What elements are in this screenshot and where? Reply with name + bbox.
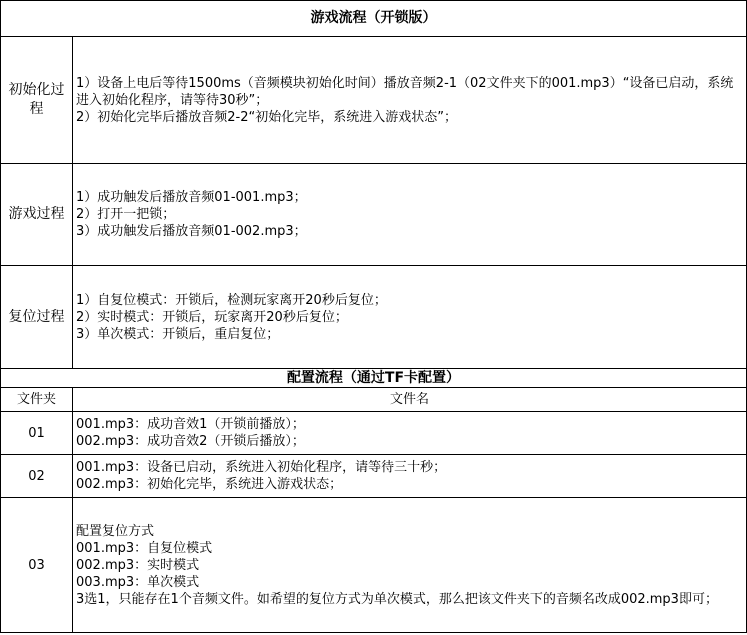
file-line: 001.mp3：设备已启动，系统进入初始化程序，请等待三十秒； [76,460,447,475]
filename-cell [73,455,747,498]
section-content-game [73,164,747,266]
config-row-01 [1,412,747,455]
section-line: 2）初始化完毕后播放音频2-2“初始化完毕，系统进入游戏状态”； [76,109,457,125]
section-content-reset [73,266,747,369]
section-row-init [1,37,747,164]
config-flow-title-row [1,369,747,388]
folder-cell: 02 [1,455,73,498]
section-content-init [73,37,747,164]
file-line: 3选1，只能存在1个音频文件。如希望的复位方式为单次模式，那么把该文件夹下的音频名改成002.mp3即可； [76,591,718,607]
folder-cell: 01 [1,412,73,455]
section-line: 1）成功触发后播放音频01-001.mp3； [76,190,307,205]
config-row-02 [1,455,747,498]
section-label-reset: 复位过程 [1,266,73,369]
section-row-reset [1,266,747,369]
section-row-game [1,164,747,266]
game-flow-title: 游戏流程（开锁版） [1,1,747,37]
config-row-03 [1,498,747,633]
file-line: 003.mp3：单次模式 [76,574,200,590]
file-line: 001.mp3：自复位模式 [76,540,213,556]
filename-cell [73,498,747,633]
file-line: 001.mp3：成功音效1（开锁前播放）； [76,417,305,432]
game-flow-title-row [1,1,747,37]
folder-cell: 03 [1,498,73,633]
section-label-game: 游戏过程 [1,164,73,266]
header-filename: 文件名 [73,388,747,412]
section-label-init: 初始化过程 [1,37,73,164]
header-folder: 文件夹 [1,388,73,412]
file-line: 002.mp3：实时模式 [76,557,200,573]
config-flow-title: 配置流程（通过TF卡配置） [1,369,747,388]
section-line: 3）单次模式：开锁后，重启复位； [76,326,280,342]
config-header-row [1,388,747,412]
file-line: 002.mp3：初始化完毕，系统进入游戏状态； [76,477,343,492]
section-line: 1）设备上电后等待1500ms（音频模块初始化时间）播放音频2-1（02文件夹下的001.mp3）“设备已启动，系统进入初始化程序，请等待30秒”； [76,75,734,108]
file-line: 配置复位方式 [76,523,155,539]
section-line: 1）自复位模式：开锁后，检测玩家离开20秒后复位； [76,292,387,308]
filename-cell [73,412,747,455]
file-line: 002.mp3：成功音效2（开锁后播放）； [76,434,305,449]
section-line: 2）实时模式：开锁后，玩家离开20秒后复位； [76,309,348,325]
section-line: 2）打开一把锁； [76,207,176,222]
section-line: 3）成功触发后播放音频01-002.mp3； [76,224,307,239]
